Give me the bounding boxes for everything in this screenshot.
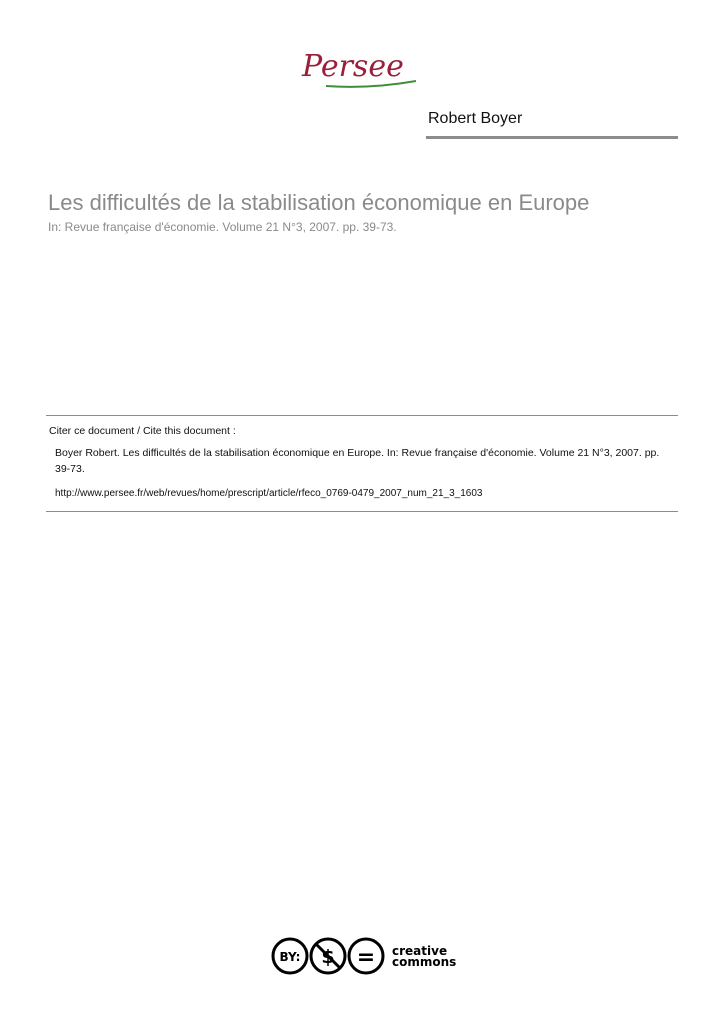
cc-wordmark-line1: creative: [392, 944, 448, 958]
author-block: [426, 108, 678, 139]
cc-nc-label: $: [321, 946, 335, 968]
citation-box: [46, 415, 678, 512]
cc-nd-icon: [349, 939, 383, 973]
persee-logo: [296, 40, 422, 98]
citation-label: Citer ce document / Cite this document :: [49, 425, 236, 437]
cc-nd-label: =: [356, 945, 376, 970]
cc-by-icon: [273, 939, 307, 973]
cc-wordmark-line2: commons: [392, 955, 457, 969]
cc-by-label: BY:: [279, 950, 301, 964]
article-title: Les difficultés de la stabilisation économique en Europe: [48, 190, 590, 215]
author-name: Robert Boyer: [428, 110, 523, 127]
cc-nc-icon: [311, 939, 345, 973]
citation-url[interactable]: http://www.persee.fr/web/revues/home/prescript/article/rfeco_0769-0479_2007_num_21_3_1603: [55, 488, 483, 499]
persee-logo-text: Persee: [302, 49, 404, 84]
citation-text: Boyer Robert. Les difficultés de la stabilisation économique en Europe. In: Revue française d'économie. Volume 21 N°3, 2007. pp. 39-73.: [55, 447, 660, 475]
article-source: In: Revue française d'économie. Volume 21 N°3, 2007. pp. 39-73.: [48, 220, 397, 234]
creative-commons-badge[interactable]: [270, 935, 460, 977]
author-rule: [426, 136, 678, 139]
